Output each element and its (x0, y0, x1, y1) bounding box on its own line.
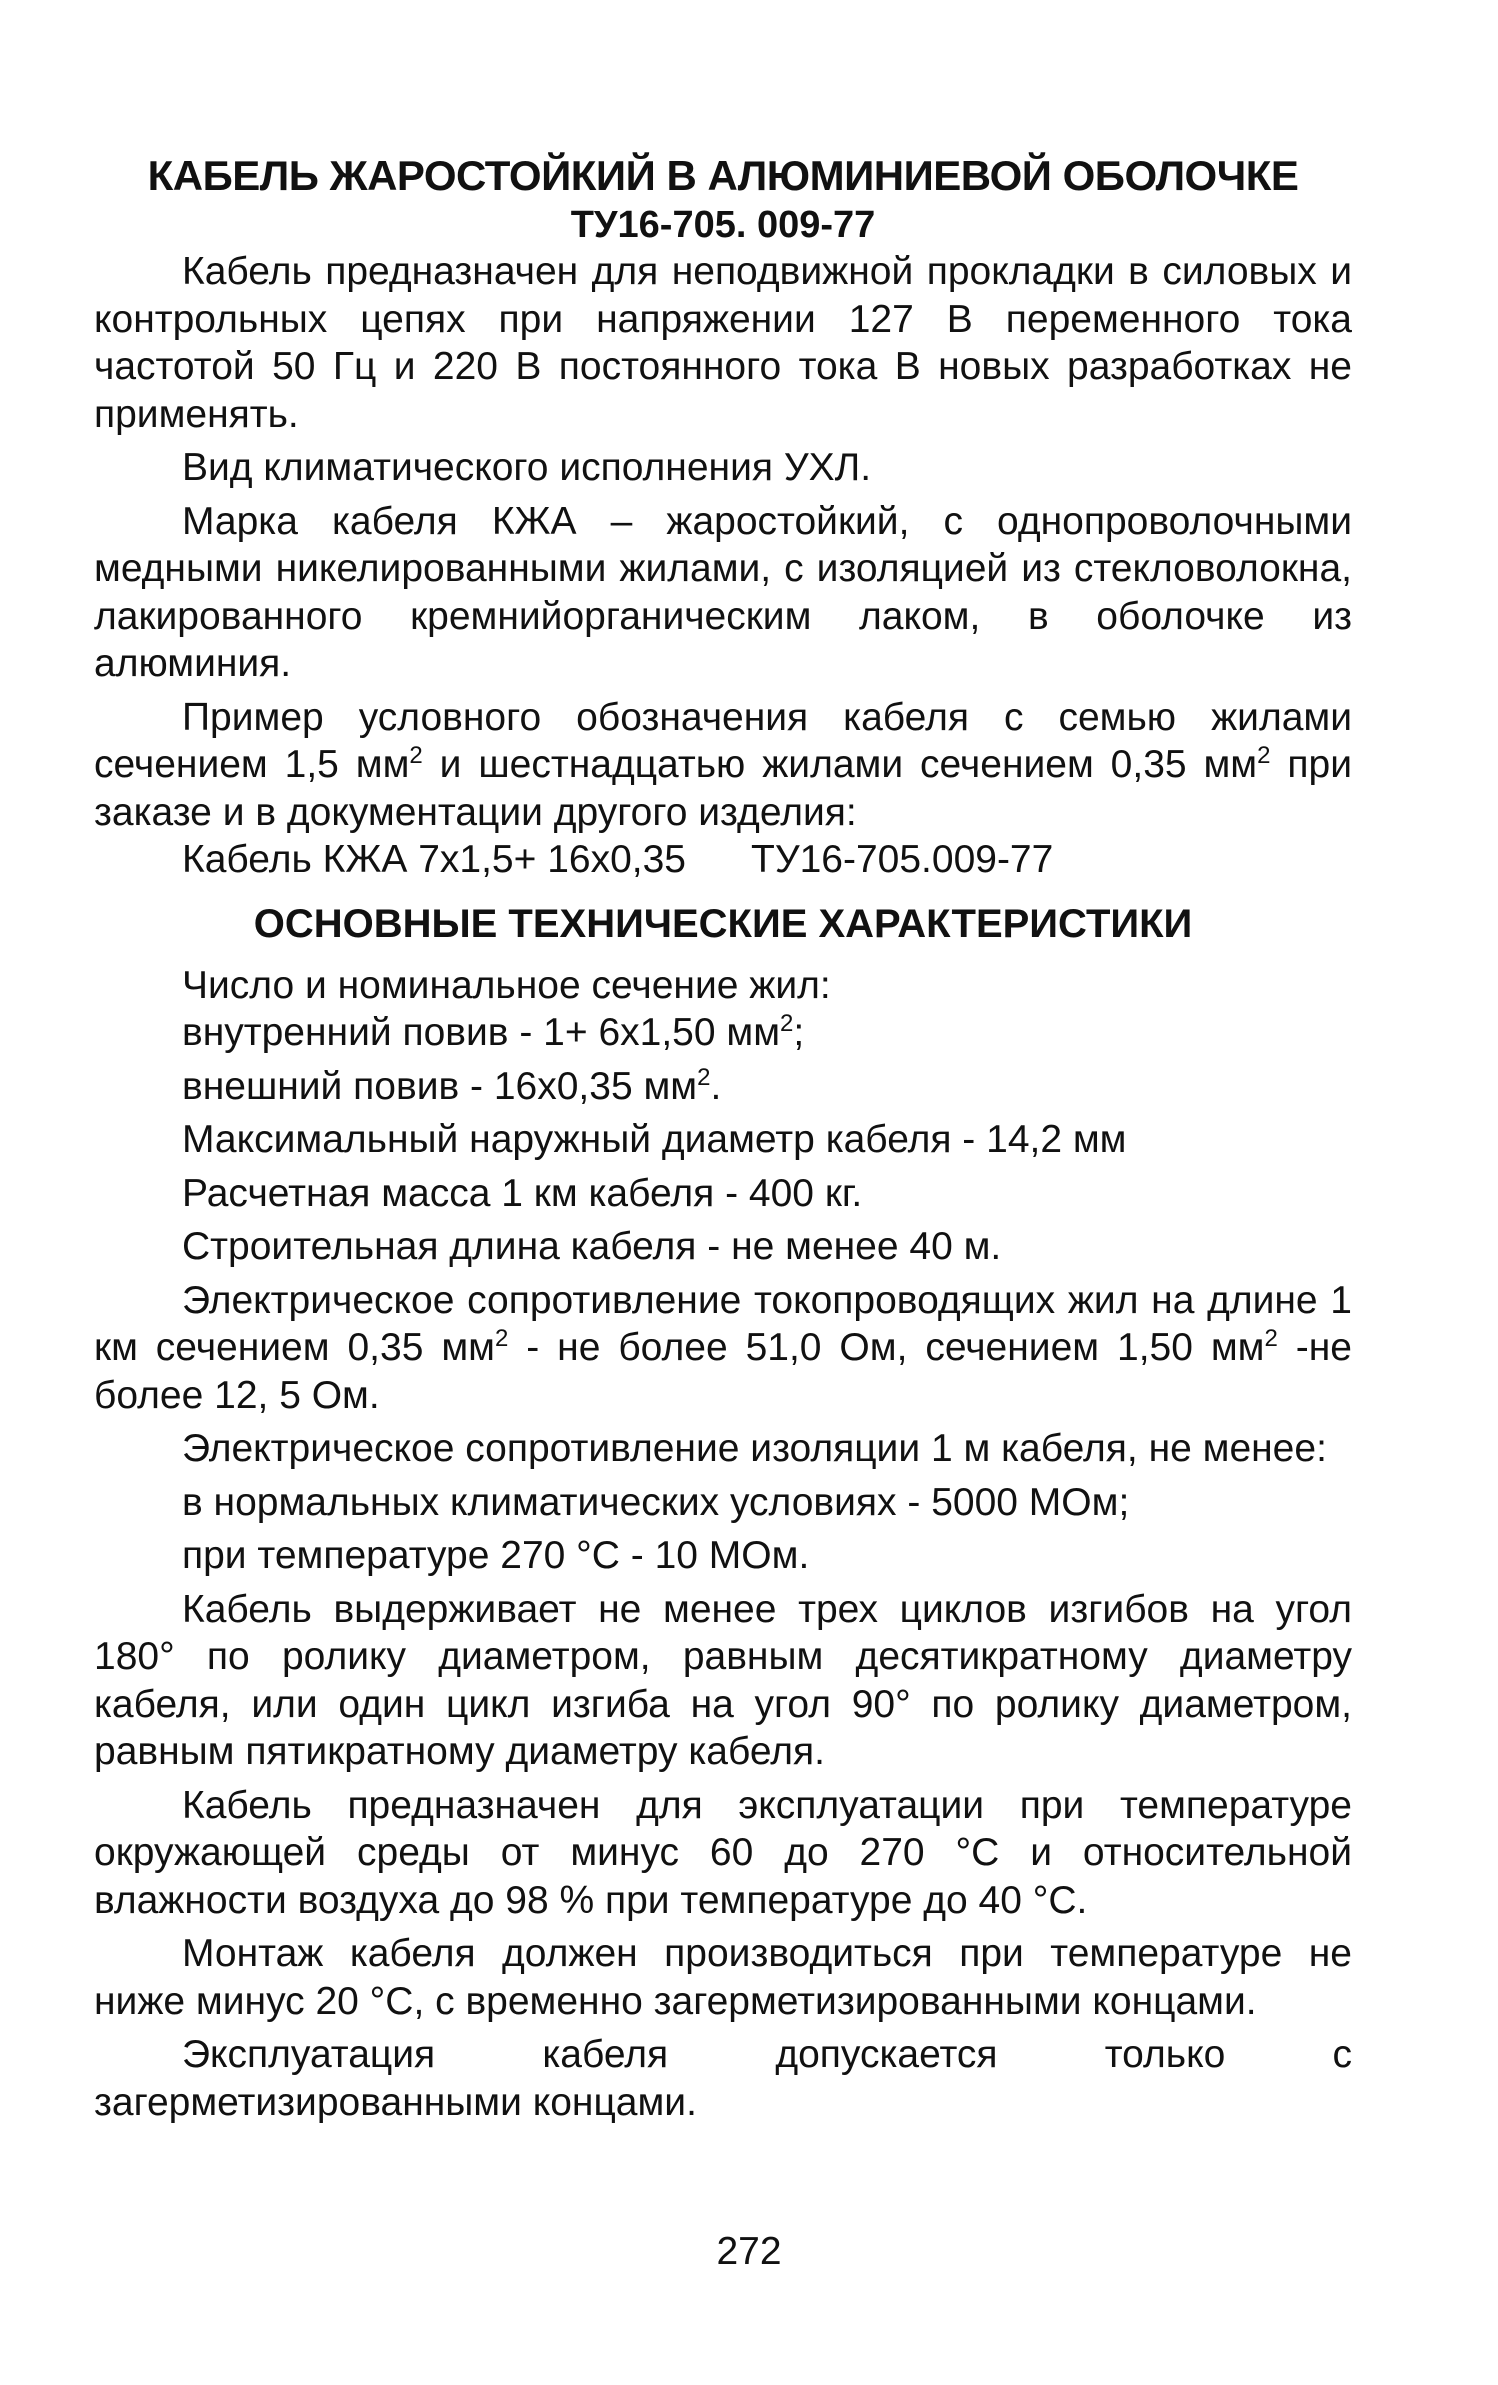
climate-paragraph: Вид климатического исполнения УХЛ. (182, 446, 872, 489)
section-title: ОСНОВНЫЕ ТЕХНИЧЕСКИЕ ХАРАКТЕРИСТИКИ (253, 901, 1193, 946)
document-page (94, 150, 1352, 2126)
inner-layer (94, 1009, 1352, 1057)
superscript: 2 (697, 1063, 711, 1091)
insulation-heading: Электрическое сопротивление изоляции 1 м кабеля, не менее: (182, 1427, 1327, 1470)
example-text-c: при заказе и в документации другого изделия: (94, 743, 1352, 834)
operation-sealed: Эксплуатация кабеля допускается только с загерметизированными концами. (94, 2033, 1352, 2124)
operation-conditions: Кабель предназначен для эксплуатации при температуре окружающей среды от минус 60 до 270 °С и относительной влажности воздуха до 98 % при температуре до 40 °С. (94, 1783, 1352, 1922)
insulation-hot: при температуре 270 °С - 10 МОм. (182, 1534, 810, 1577)
cores-heading: Число и номинальное сечение жил: (182, 963, 831, 1007)
resistance-text-b: - не более 51,0 Ом, сечением 1,50 мм (508, 1326, 1265, 1369)
inner-layer-text: внутренний повив - 1+ 6х1,50 мм (182, 1011, 781, 1054)
superscript: 2 (1264, 1325, 1278, 1352)
spec-number: ТУ16-705. 009-77 (570, 204, 876, 246)
installation-paragraph: Монтаж кабеля должен производиться при температуре не ниже минус 20 °С, с временно загерметизированными концами. (94, 1932, 1352, 2023)
superscript: 2 (494, 1325, 509, 1352)
bending-paragraph: Кабель выдерживает не менее трех циклов изгибов на угол 180° по ролику диаметром, равным десятикратному диаметру кабеля, или один цикл изгиба на угол 90° по ролику диаметром, равным пятикратному диаметру кабеля. (94, 1587, 1352, 1773)
purpose-paragraph (94, 248, 1352, 438)
max-diameter: Максимальный наружный диаметр кабеля - 14,2 мм (182, 1118, 1127, 1161)
superscript: 2 (409, 742, 423, 769)
resistance-paragraph (94, 1277, 1352, 1420)
superscript: 2 (780, 1010, 794, 1037)
example-paragraph (94, 694, 1352, 837)
brand-paragraph: Марка кабеля КЖА – жаростойкий, с однопроволочными медными никелированными жилами, с изоляцией из стекловолокна, лакированного кремнийорганическим лаком, в оболочке из алюминия. (94, 499, 1352, 685)
cable-mass: Расчетная масса 1 км кабеля - 400 кг. (182, 1171, 863, 1215)
purpose-note: В новых разработках не применять. (94, 345, 1352, 436)
purpose-text: Кабель предназначен для неподвижной прокладки в силовых и контрольных цепях при напряжении 127 В переменного тока частотой 50 Гц и 220 В постоянного тока (94, 250, 1352, 388)
page-number: 272 (716, 2230, 782, 2273)
example-text-a: Пример условного обозначения кабеля с семью жилами сечением 1,5 мм (94, 695, 1352, 786)
superscript: 2 (1257, 742, 1271, 769)
outer-layer-end: . (710, 1064, 722, 1108)
cable-length: Строительная длина кабеля - не менее 40 м. (182, 1225, 1002, 1268)
outer-layer (94, 1063, 1352, 1111)
document-title: КАБЕЛЬ ЖАРОСТОЙКИЙ В АЛЮМИНИЕВОЙ ОБОЛОЧКЕ (147, 152, 1299, 199)
inner-layer-end: ; (793, 1011, 805, 1054)
resistance-text-a: Электрическое сопротивление токопроводящих жил на длине 1 км сечением 0,35 мм (94, 1278, 1352, 1369)
insulation-normal: в нормальных климатических условиях - 5000 МОм; (182, 1480, 1130, 1524)
designation-example: Кабель КЖА 7х1,5+ 16х0,35 ТУ16-705.009-77 (182, 838, 1054, 881)
outer-layer-text: внешний повив - 16х0,35 мм (182, 1064, 698, 1108)
example-text-b: и шестнадцатью жилами сечением 0,35 мм (422, 743, 1258, 786)
resistance-text-c: -не более 12, 5 Ом. (94, 1326, 1352, 1417)
